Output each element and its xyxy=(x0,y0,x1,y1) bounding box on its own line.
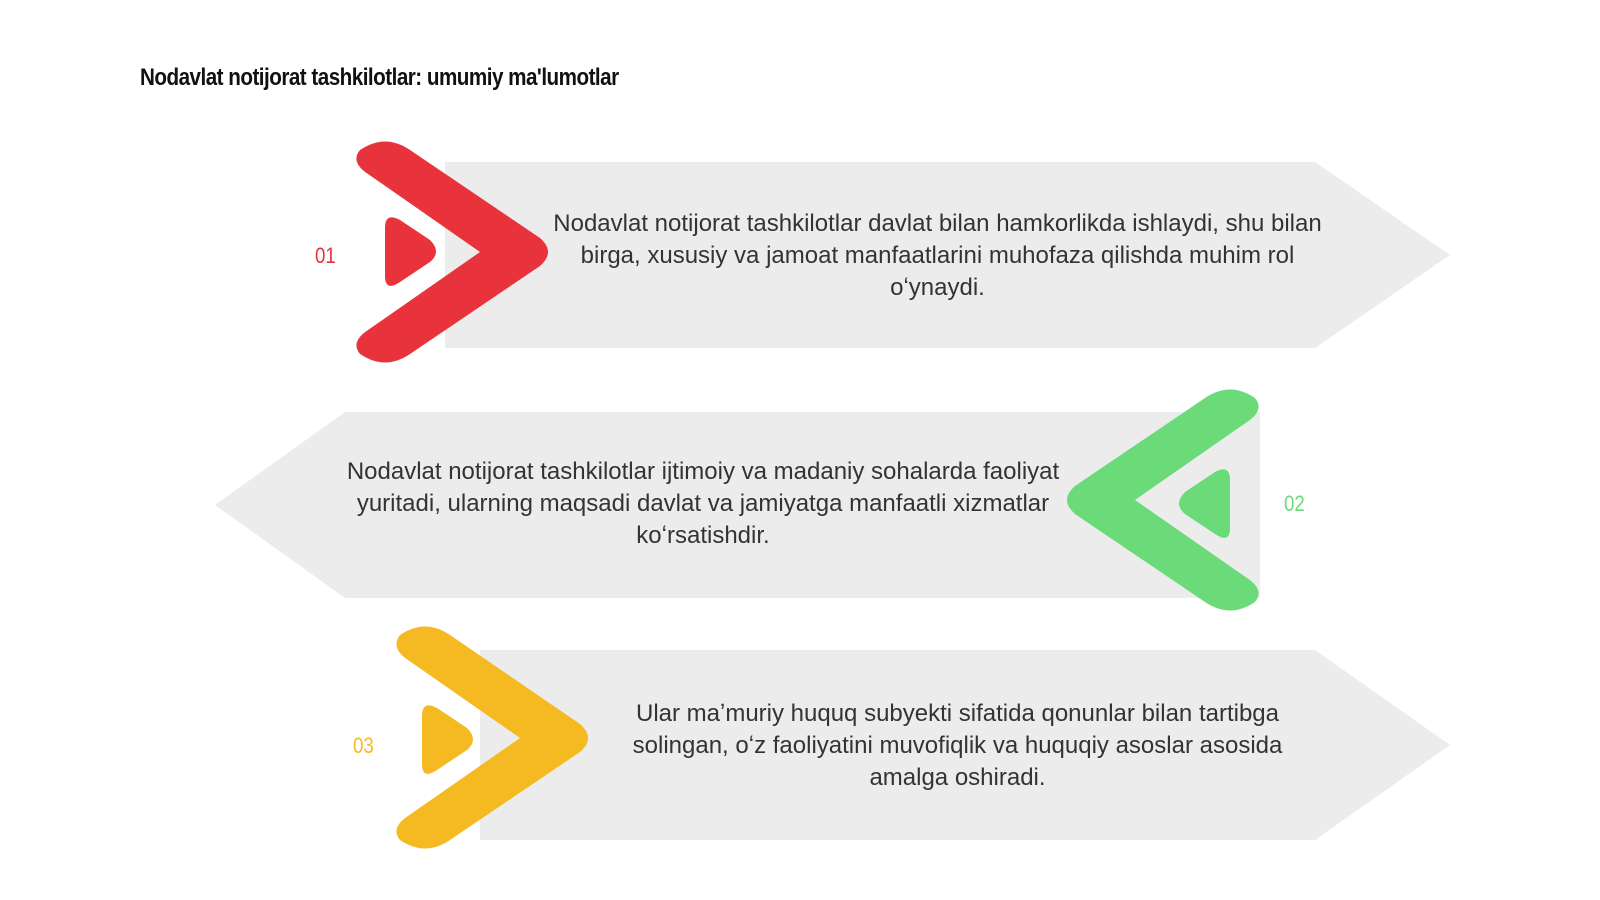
step-03-number: 03 xyxy=(353,733,374,758)
step-02-text: Nodavlat notijorat tashkilotlar ijtimoiy va madaniy sohalarda faoliyat yuritadi, ularning maqsadi davlat va jamiyatga manfaatli xizmatlar koʻrsatishdir. xyxy=(346,458,1060,549)
step-01-text: Nodavlat notijorat tashkilotlar davlat bilan hamkorlikda ishlaydi, shu bilan birga, xususiy va jamoat manfaatlarini muhofaza qilishda muhim rol oʻynaydi. xyxy=(553,210,1322,301)
step-02-number: 02 xyxy=(1284,491,1305,516)
step-03-play-icon xyxy=(422,705,473,774)
step-01-play-icon xyxy=(385,217,436,286)
step-03-text: Ular maʼmuriy huquq subyekti sifatida qonunlar bilan tartibga solingan, oʻz faoliyatini muvofiqlik va huquqiy asoslar asosida amalga oshiradi. xyxy=(632,700,1283,791)
step-01-number: 01 xyxy=(315,243,336,268)
slide-title: Nodavlat notijorat tashkilotlar: umumiy ma'lumotlar xyxy=(140,64,619,91)
